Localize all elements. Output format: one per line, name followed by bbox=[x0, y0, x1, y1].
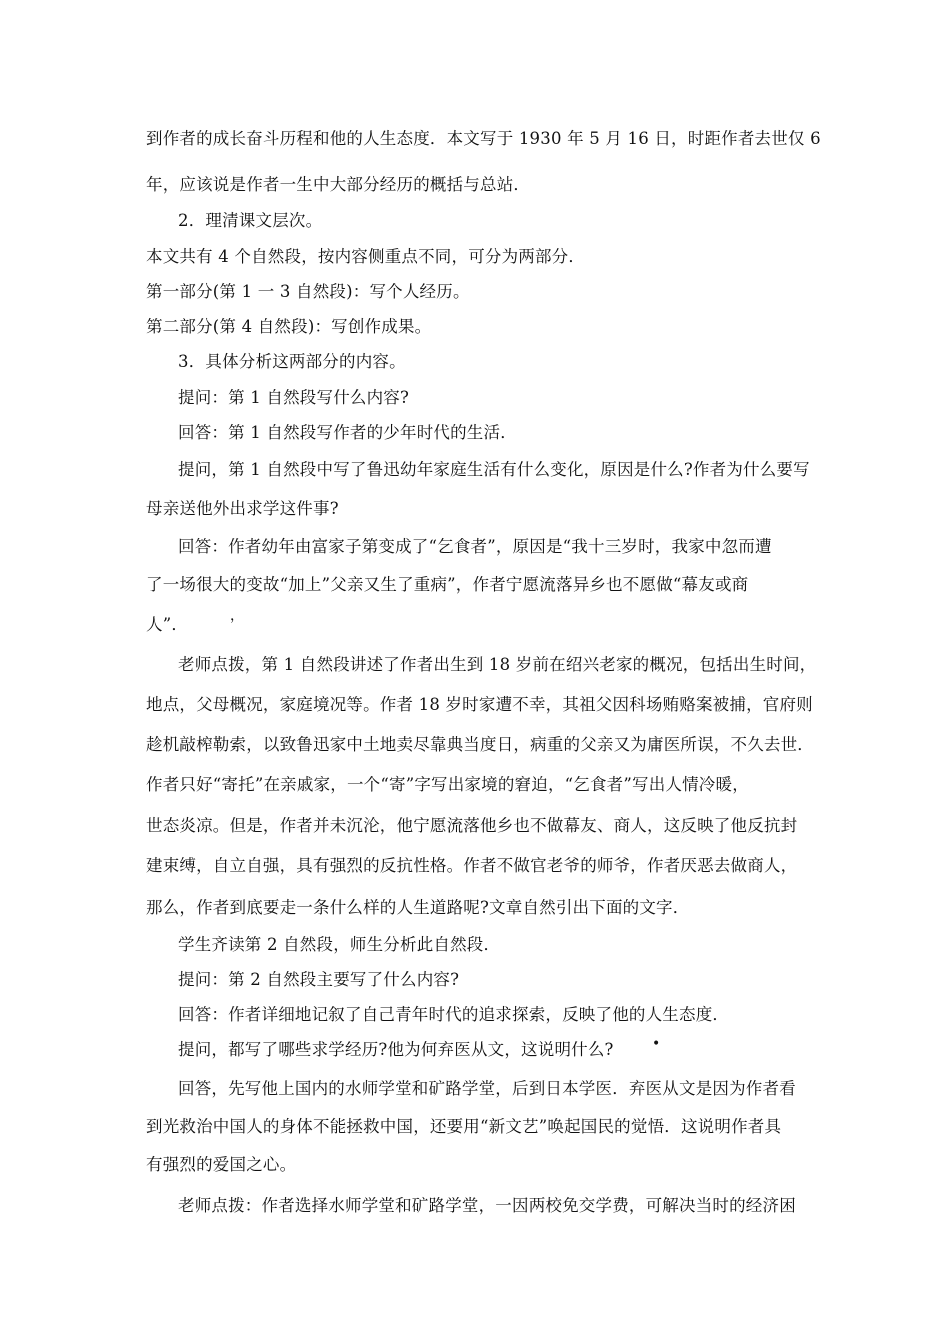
text-line: 2．理清课文层次。 bbox=[178, 211, 323, 230]
text-line: 作者只好“寄托”在亲戚家，一个“寄”字写出家境的窘迫，“乞食者”写出人情冷暖， bbox=[146, 775, 749, 794]
text-line: 老师点拨，第 1 自然段讲述了作者出生到 18 岁前在绍兴老家的概况，包括出生时间， bbox=[178, 655, 817, 674]
text-line: 到作者的成长奋斗历程和他的人生态度．本文写于 1930 年 5 月 16 日，时距作者去世仅 6 bbox=[146, 129, 821, 148]
bullet-mark: • bbox=[652, 1036, 661, 1052]
text-line: 回答：作者幼年由富家子第变成了“乞食者”，原因是“我十三岁时，我家中忽而遭 bbox=[178, 537, 772, 556]
text-line: 第二部分(第 4 自然段)：写创作成果。 bbox=[146, 317, 432, 336]
text-line: 到光救治中国人的身体不能拯救中国，还要用“新文艺”唤起国民的觉悟．这说明作者具 bbox=[146, 1117, 782, 1136]
text-line: 3．具体分析这两部分的内容。 bbox=[178, 352, 406, 371]
text-line: 了一场很大的变故“加上”父亲又生了重病”，作者宁愿流落异乡也不愿做“幕友或商 bbox=[146, 575, 749, 594]
text-line: 学生齐读第 2 自然段，师生分析此自然段． bbox=[178, 935, 501, 954]
text-line: 提问：第 1 自然段写什么内容? bbox=[178, 388, 410, 407]
text-line: 第一部分(第 1 一 3 自然段)：写个人经历。 bbox=[146, 282, 470, 301]
text-line: 回答：作者详细地记叙了自己青年时代的追求探索，反映了他的人生态度． bbox=[178, 1005, 730, 1024]
text-line: 趁机敲榨勒索，以致鲁迅家中土地卖尽靠典当度日，病重的父亲又为庸医所误，不久去世． bbox=[146, 735, 814, 754]
text-line: 回答，先写他上国内的水师学堂和矿路学堂，后到日本学医．弃医从文是因为作者看 bbox=[178, 1079, 796, 1098]
text-line: 母亲送他外出求学这件事? bbox=[146, 499, 339, 518]
text-line: 老师点拨：作者选择水师学堂和矿路学堂，一因两校免交学费，可解决当时的经济困 bbox=[178, 1196, 796, 1215]
stray-comma-mark: ， bbox=[230, 608, 244, 624]
text-line: 本文共有 4 个自然段，按内容侧重点不同，可分为两部分． bbox=[146, 247, 586, 266]
text-line: 人”． bbox=[146, 615, 189, 634]
text-line: 提问：第 2 自然段主要写了什么内容? bbox=[178, 970, 460, 989]
text-line: 回答：第 1 自然段写作者的少年时代的生活． bbox=[178, 423, 517, 442]
text-line: 提问，第 1 自然段中写了鲁迅幼年家庭生活有什么变化，原因是什么?作者为什么要写 bbox=[178, 460, 810, 479]
text-line: 提问，都写了哪些求学经历?他为何弃医从文，这说明什么? bbox=[178, 1040, 614, 1059]
text-line: 建束缚，自立自强，具有强烈的反抗性格。作者不做官老爷的师爷，作者厌恶去做商人， bbox=[146, 856, 798, 875]
text-line: 年，应该说是作者一生中大部分经历的概括与总站． bbox=[146, 175, 531, 194]
text-line: 地点，父母概况，家庭境况等。作者 18 岁时家遭不幸，其祖父因科场贿赂案被捕，官府则 bbox=[146, 695, 813, 714]
text-line: 世态炎凉。但是，作者并未沉沦，他宁愿流落他乡也不做幕友、商人，这反映了他反抗封 bbox=[146, 816, 798, 835]
text-line: 那么，作者到底要走一条什么样的人生道路呢?文章自然引出下面的文字． bbox=[146, 898, 690, 917]
text-line: 有强烈的爱国之心。 bbox=[146, 1155, 297, 1174]
